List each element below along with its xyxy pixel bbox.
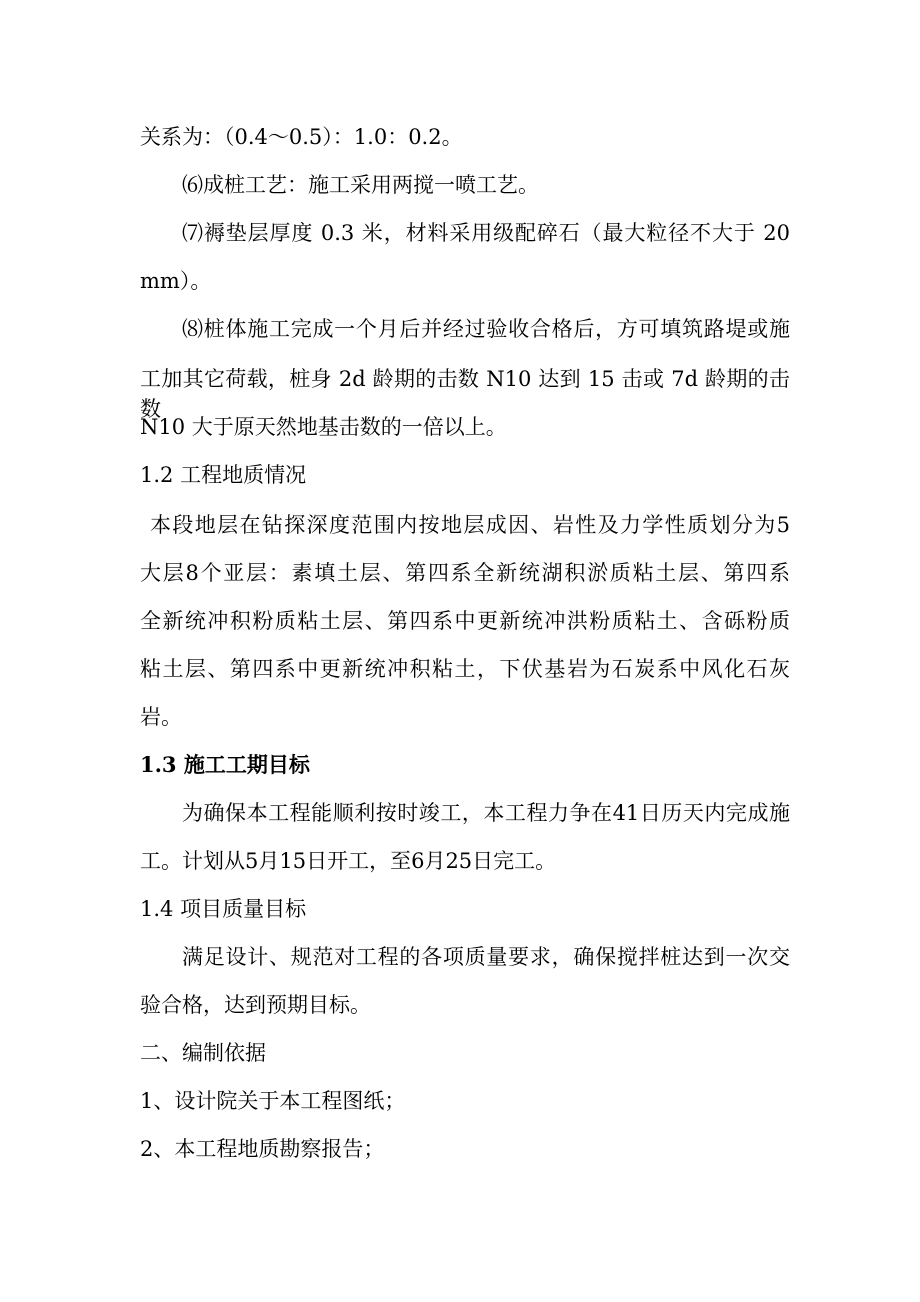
- paragraph-line: 关系为：（0.4～0.5）：1.0：0.2。: [140, 125, 463, 149]
- section-heading: 1.4 项目质量目标: [140, 897, 307, 921]
- paragraph-line: 工加其它荷载，桩身 2d 龄期的击数 N10 达到 15 击或 7d 龄期的击数: [140, 367, 790, 421]
- paragraph-line: ⑺褥垫层厚度 0.3 米，材料采用级配碎石（最大粒径不大于 20: [182, 221, 790, 245]
- paragraph-line: 粘土层、第四系中更新统冲积粘土，下伏基岩为石炭系中风化石灰: [140, 657, 790, 681]
- section-heading: 1.2 工程地质情况: [140, 463, 307, 487]
- paragraph-line: 本段地层在钻探深度范围内按地层成因、岩性及力学性质划分为5: [150, 513, 790, 537]
- section-heading: 1.3 施工工期目标: [140, 752, 310, 777]
- paragraph-line: N10 大于原天然地基击数的一倍以上。: [140, 415, 507, 439]
- paragraph-line: 工。计划从5月15日开工，至6月25日完工。: [140, 849, 557, 873]
- paragraph-line: 验合格，达到预期目标。: [140, 993, 371, 1017]
- paragraph-line: 大层8个亚层：素填土层、第四系全新统湖积淤质粘土层、第四系: [140, 561, 790, 585]
- paragraph-line: mm）。: [140, 269, 212, 293]
- section-heading: 二、编制依据: [140, 1041, 266, 1065]
- paragraph-line: ⑹成桩工艺：施工采用两搅一喷工艺。: [182, 173, 539, 197]
- paragraph-line: ⑻桩体施工完成一个月后并经过验收合格后，方可填筑路堤或施: [182, 317, 790, 341]
- paragraph-line: 为确保本工程能顺利按时竣工，本工程力争在41日历天内完成施: [182, 801, 790, 825]
- paragraph-line: 全新统冲积粉质粘土层、第四系中更新统冲洪粉质粘土、含砾粉质: [140, 609, 790, 633]
- paragraph-line: 满足设计、规范对工程的各项质量要求，确保搅拌桩达到一次交: [182, 945, 790, 969]
- list-item: 2、本工程地质勘察报告；: [140, 1137, 385, 1161]
- list-item: 1、设计院关于本工程图纸；: [140, 1089, 406, 1113]
- paragraph-line: 岩。: [140, 705, 182, 729]
